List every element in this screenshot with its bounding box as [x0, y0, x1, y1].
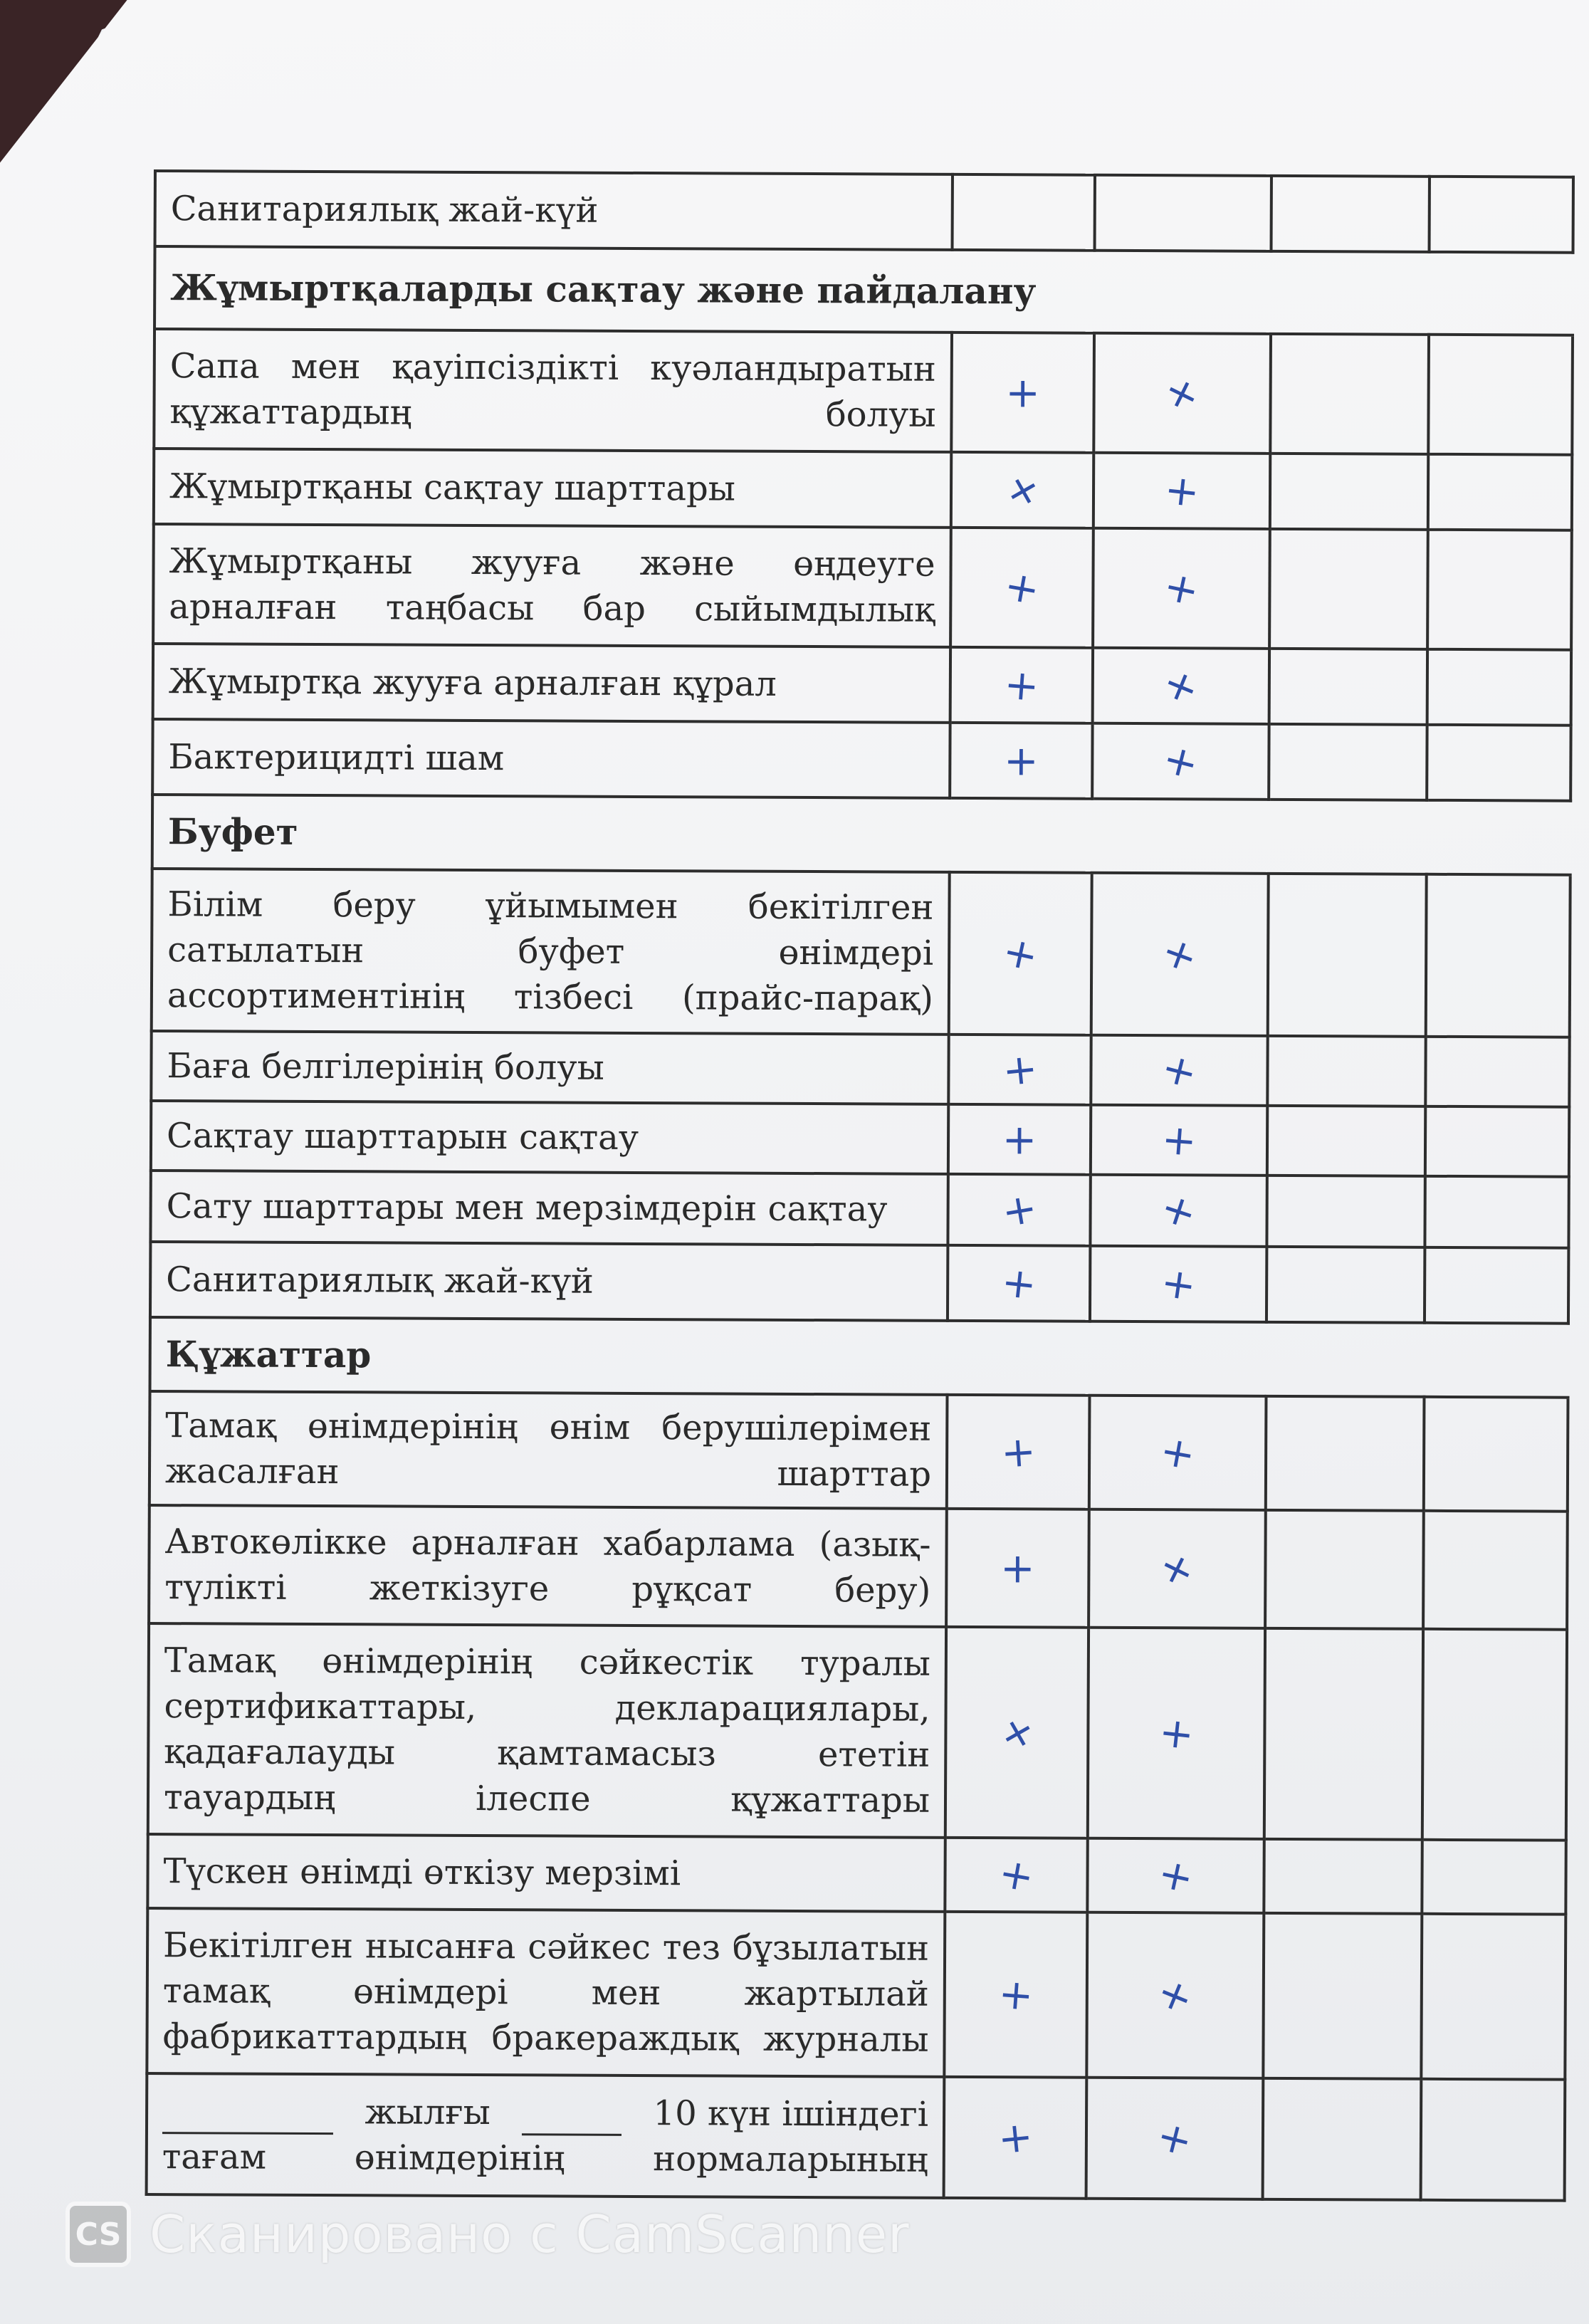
empty-cell: [1421, 1914, 1566, 2080]
empty-cell: [1427, 649, 1571, 726]
item-name: Тамақ өнімдерінің өнім берушілерімен жасалған шарттар: [150, 1391, 948, 1509]
handwritten-plus-mark: +: [1150, 1539, 1204, 1598]
mark-column-1: [946, 1509, 1089, 1628]
item-name: Санитариялық жай-күй: [155, 171, 953, 250]
empty-cell: [1422, 1840, 1566, 1915]
mark-column-1: [950, 528, 1094, 648]
mark-column-1: [948, 1104, 1091, 1175]
section-row: [154, 246, 1573, 335]
handwritten-plus-mark: +: [1156, 1707, 1197, 1759]
item-name: Сапа мен қауіпсіздікті куәландыратын құжаттардың болуы: [154, 329, 952, 452]
item-name: Баға белгілерінің болуы: [151, 1031, 948, 1104]
handwritten-plus-mark: +: [1000, 1544, 1035, 1593]
empty-cell: [1427, 530, 1572, 650]
handwritten-plus-mark: +: [1000, 1044, 1040, 1096]
days-text: 10 күн ішіндегі: [653, 2093, 929, 2135]
empty-cell: [1428, 335, 1573, 455]
empty-cell: [1426, 874, 1570, 1037]
mark-column-2: [1086, 1912, 1264, 2078]
mark-column-2: [1090, 1175, 1267, 1247]
mark-column-2: [1091, 873, 1269, 1036]
section-title: Құжаттар: [150, 1317, 1568, 1398]
handwritten-plus-mark: +: [995, 1848, 1038, 1902]
mark-column-1: [947, 1395, 1090, 1509]
mark-column-2: [1089, 1396, 1267, 1510]
item-name: Жұмыртқа жууға арналған құрал: [153, 644, 950, 723]
empty-cell: [1423, 1511, 1568, 1630]
handwritten-plus-mark: +: [1000, 560, 1044, 615]
mark-column-1: [949, 872, 1092, 1035]
blank-date-field[interactable]: [522, 2105, 622, 2136]
handwritten-plus-mark: +: [1155, 925, 1205, 983]
mark-column-1: [948, 1245, 1090, 1321]
checklist-row: [149, 1505, 1568, 1630]
handwritten-plus-mark: +: [1003, 736, 1039, 785]
mark-column-1: [948, 1174, 1090, 1246]
checklist-row-last: [147, 2073, 1566, 2201]
empty-cell: [1267, 1176, 1425, 1247]
checklist-row: [152, 719, 1570, 801]
checklist-row: [150, 1171, 1568, 1248]
handwritten-plus-mark: +: [995, 460, 1050, 520]
empty-cell: [1425, 1106, 1569, 1177]
handwritten-plus-mark: +: [1158, 733, 1204, 790]
item-name: Жұмыртқаны жууға және өңдеуге арналған таңбасы бар сыйымдылық: [153, 524, 951, 647]
mark-column-1: [945, 1627, 1089, 1838]
mark-column-2: [1086, 2078, 1264, 2199]
checklist-table: [145, 169, 1575, 2202]
empty-cell: [1269, 724, 1427, 800]
checklist-row: [150, 1391, 1568, 1512]
checklist-row: [154, 449, 1572, 530]
mark-column-2: [1090, 1246, 1267, 1322]
item-name: Түскен өнімді өткізу мерзімі: [147, 1834, 945, 1912]
item-name: Сақтау шарттарын сақтау: [151, 1101, 948, 1174]
item-name: Бактерицидті шам: [152, 719, 950, 798]
handwritten-plus-mark: +: [999, 1257, 1039, 1309]
handwritten-plus-mark: +: [1153, 1848, 1198, 1903]
empty-cell: [1428, 454, 1572, 530]
item-name-with-blanks: [147, 2073, 945, 2198]
handwritten-plus-mark: +: [1162, 464, 1202, 517]
year-word: жылғы: [365, 2092, 491, 2133]
item-name: Білім беру ұйымымен бекітілген сатылатын буфет өнімдері ассортиментінің тізбесі (прайс-парақ): [152, 869, 950, 1035]
mark-column-1: [953, 174, 1095, 251]
empty-cell: [1427, 725, 1570, 801]
last-row-line2: тағам өнімдерінің нормаларының: [162, 2137, 928, 2180]
handwritten-plus-mark: +: [1005, 368, 1041, 417]
empty-cell: [1421, 2079, 1566, 2201]
handwritten-plus-mark: +: [1150, 1966, 1201, 2024]
mark-column-2: [1093, 528, 1270, 649]
blank-year-field[interactable]: [162, 2103, 333, 2135]
empty-cell: [1269, 649, 1427, 725]
checklist-row: [153, 644, 1571, 726]
mark-column-2: [1091, 1035, 1267, 1106]
handwritten-plus-mark: +: [1156, 1425, 1200, 1480]
handwritten-plus-mark: +: [1158, 1257, 1200, 1311]
checklist-row: [148, 1623, 1567, 1841]
empty-cell: [1268, 874, 1427, 1037]
empty-cell: [1270, 334, 1429, 454]
empty-cell: [1267, 1247, 1425, 1323]
empty-cell: [1425, 1176, 1568, 1248]
checklist-row: [147, 1834, 1566, 1915]
checklist-row: [151, 1101, 1569, 1177]
mark-column-2: [1088, 1628, 1265, 1839]
handwritten-plus-mark: +: [1154, 1182, 1203, 1240]
handwritten-plus-mark: +: [1155, 364, 1209, 423]
empty-cell: [1269, 529, 1428, 649]
checklist-row: [150, 1242, 1568, 1324]
mark-column-1: [950, 647, 1093, 723]
mark-column-1: [944, 2077, 1087, 2199]
section-row: [152, 795, 1570, 875]
mark-column-2: [1092, 723, 1269, 800]
section-row: [150, 1317, 1568, 1398]
mark-column-1: [944, 1912, 1087, 2078]
checklist-row: [152, 869, 1570, 1037]
empty-cell: [1425, 1247, 1568, 1324]
handwritten-plus-mark: +: [998, 926, 1043, 981]
empty-cell: [1430, 177, 1573, 253]
empty-cell: [1264, 1628, 1423, 1840]
handwritten-plus-mark: +: [1160, 1114, 1198, 1166]
checklist-row: [155, 171, 1573, 253]
camscanner-logo-icon: CS: [65, 2202, 131, 2267]
item-name: Тамақ өнімдерінің сәйкестік туралы сертификаттары, декларациялары, қадағалауды қамтамасыз ететін тауардың ілеспе құжаттары: [148, 1623, 946, 1838]
empty-cell: [1425, 1037, 1569, 1107]
checklist-row: [153, 524, 1572, 650]
item-name: Автокөлікке арналған хабарлама (азық-түлікті жеткізуге рұқсат беру): [149, 1505, 947, 1627]
handwritten-plus-mark: +: [1002, 659, 1041, 711]
mark-column-1: [948, 1035, 1091, 1105]
empty-cell: [1424, 1397, 1568, 1512]
mark-column-2: [1094, 453, 1270, 529]
checklist-row: [154, 329, 1573, 455]
mark-column-2: [1091, 1105, 1267, 1176]
section-title: Буфет: [152, 795, 1570, 875]
empty-cell: [1270, 454, 1428, 530]
mark-column-2: [1087, 1838, 1264, 1913]
mark-column-1: [945, 1838, 1087, 1912]
handwritten-plus-mark: +: [1155, 656, 1207, 715]
mark-column-1: [951, 452, 1094, 528]
section-title: Жұмыртқаларды сақтау және пайдалану: [154, 246, 1573, 335]
mark-column-1: [950, 723, 1092, 799]
empty-cell: [1267, 1036, 1425, 1106]
empty-cell: [1263, 2078, 1422, 2200]
handwritten-plus-mark: +: [997, 1183, 1041, 1237]
handwritten-plus-mark: +: [990, 1702, 1044, 1762]
empty-cell: [1422, 1629, 1567, 1841]
empty-cell: [1264, 1839, 1422, 1914]
watermark-text: Сканировано с CamScanner: [150, 2204, 910, 2264]
handwritten-plus-mark: +: [1152, 2110, 1197, 2167]
handwritten-plus-mark: +: [995, 2112, 1035, 2164]
mark-column-2: [1093, 648, 1269, 724]
mark-column-2: [1094, 333, 1271, 454]
checklist-row: [147, 1908, 1566, 2080]
handwritten-plus-mark: +: [999, 1426, 1037, 1477]
item-name: Бекітілген нысанға сәйкес тез бұзылатын тамақ өнімдері мен жартылай фабрикаттардың бракераждық журналы: [147, 1908, 945, 2077]
handwritten-plus-mark: +: [997, 1969, 1035, 2021]
empty-cell: [1263, 1913, 1422, 2079]
camscanner-watermark: [65, 2199, 910, 2270]
item-name: Санитариялық жай-күй: [150, 1242, 948, 1321]
checklist-row: [151, 1031, 1569, 1107]
mark-column-2: [1089, 1509, 1266, 1628]
handwritten-plus-mark: +: [1159, 560, 1204, 616]
mark-column-1: [951, 333, 1094, 453]
item-name: Жұмыртқаны сақтау шарттары: [154, 449, 951, 528]
item-name: Сату шарттары мен мерзімдерін сақтау: [150, 1171, 948, 1245]
empty-cell: [1267, 1106, 1425, 1176]
handwritten-plus-mark: +: [1156, 1042, 1202, 1099]
handwritten-plus-mark: +: [1002, 1115, 1037, 1164]
mark-column-2: [1095, 175, 1271, 251]
empty-cell: [1271, 176, 1430, 252]
empty-cell: [1265, 1510, 1424, 1629]
empty-cell: [1266, 1396, 1425, 1511]
